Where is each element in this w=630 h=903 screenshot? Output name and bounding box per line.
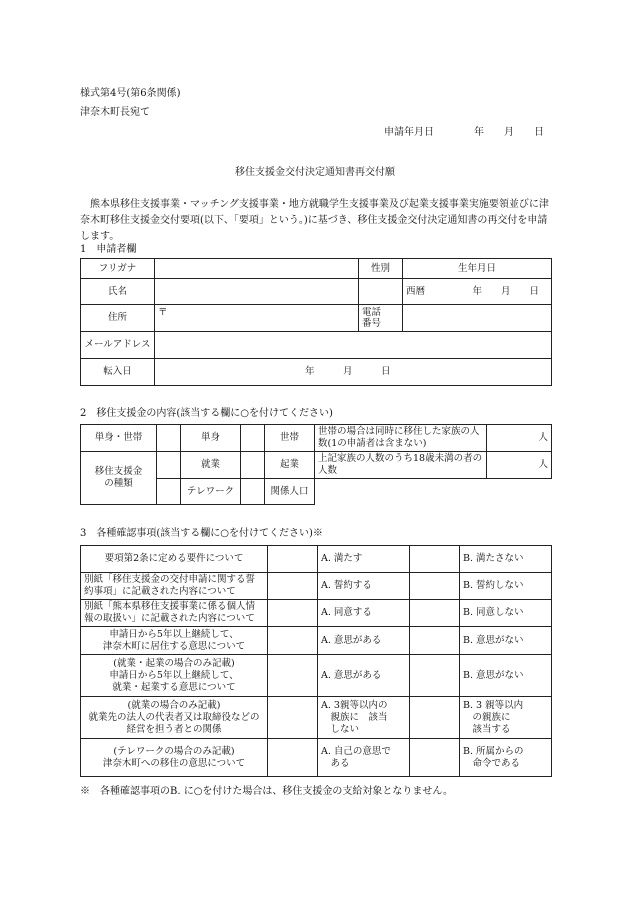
- confirm-a-label: A. 意思がある: [318, 655, 410, 697]
- confirm-b-label: B. 満たさない: [460, 546, 552, 573]
- household-count[interactable]: 人: [487, 425, 552, 452]
- confirm-b-mark[interactable]: [410, 739, 460, 777]
- empty-cell: [315, 479, 552, 505]
- relations-label: 関係人口: [265, 479, 315, 505]
- under18-note: 上記家族の人数のうち18歳未満の者の人数: [315, 452, 487, 479]
- confirmation-table: [80, 545, 552, 777]
- email-label: メールアドレス: [81, 332, 155, 359]
- type-label: 移住支援金 の種類: [81, 452, 157, 505]
- gender-field[interactable]: [359, 279, 403, 305]
- confirm-b-mark[interactable]: [410, 546, 460, 573]
- confirm-a-label: A. 意思がある: [318, 627, 410, 655]
- birth-field[interactable]: 西暦 年 月 日: [403, 279, 552, 305]
- confirm-a-label: A. 自己の意思で ある: [318, 739, 410, 777]
- confirm-row-label: (就業の場合のみ記載) 就業先の法人の代表者又は取締役などの 経営を担う者との関係: [81, 697, 268, 739]
- confirm-row-label: 別紙「熊本県移住支援事業に係る個人情報の取扱い」に記載された内容について: [81, 600, 268, 627]
- confirm-row-label: 申請日から5年以上継続して、 津奈木町に居住する意思について: [81, 627, 268, 655]
- addressee: 津奈木町長宛て: [80, 107, 150, 118]
- address-field[interactable]: [155, 305, 359, 332]
- employment-label: 就業: [181, 452, 241, 479]
- startup-label: 起業: [265, 452, 315, 479]
- confirm-row-label: (テレワークの場合のみ記載) 津奈木町への移住の意思について: [81, 739, 268, 777]
- confirm-b-mark[interactable]: [410, 655, 460, 697]
- confirm-b-label: B. 意思がない: [460, 655, 552, 697]
- gender-label: 性別: [359, 259, 403, 279]
- household-mark[interactable]: [241, 425, 265, 452]
- confirm-b-label: B. 同意しない: [460, 600, 552, 627]
- birth-label: 生年月日: [403, 259, 552, 279]
- confirm-row-label: (就業・起業の場合のみ記載) 申請日から5年以上継続して、 就業・起業する意思について: [81, 655, 268, 697]
- application-date: 申請年月日 年 月 日: [384, 127, 544, 138]
- footnote: ※ 各種確認事項のB. に○を付けた場合は、移住支援金の支給対象となりません。: [80, 786, 454, 797]
- under18-count[interactable]: 人: [487, 452, 552, 479]
- confirm-row-label: 要項第2条に定める要件について: [81, 546, 268, 573]
- name-label: 氏名: [81, 279, 155, 305]
- confirm-a-mark[interactable]: [268, 573, 318, 600]
- confirm-b-mark[interactable]: [410, 573, 460, 600]
- address-label: 住所: [81, 305, 155, 332]
- confirm-a-label: A. 誓約する: [318, 573, 410, 600]
- single-label: 単身: [181, 425, 241, 452]
- confirm-a-label: A. 満たす: [318, 546, 410, 573]
- startup-mark[interactable]: [241, 452, 265, 479]
- form-number: 様式第4号(第6条関係): [80, 88, 181, 99]
- intro-paragraph: 熊本県移住支援事業・マッチング支援事業・地方就職学生支援事業及び起業支援事業実施要領並びに津奈木町移住支援金交付要項(以下、「要項」という。)に基づき、移住支援金交付決定通知書の再交付を申請します。: [80, 199, 549, 242]
- employment-mark[interactable]: [157, 452, 181, 479]
- confirm-b-label: B. 3 親等以内 の親族に 該当する: [460, 697, 552, 739]
- confirm-b-mark[interactable]: [410, 697, 460, 739]
- confirm-a-mark[interactable]: [268, 739, 318, 777]
- confirm-a-mark[interactable]: [268, 627, 318, 655]
- confirm-a-mark[interactable]: [268, 600, 318, 627]
- telework-mark[interactable]: [157, 479, 181, 505]
- confirm-a-mark[interactable]: [268, 546, 318, 573]
- single-mark[interactable]: [157, 425, 181, 452]
- household-label: 世帯: [265, 425, 315, 452]
- section1-heading: 1 申請者欄: [80, 244, 137, 255]
- move-date-label: 転入日: [81, 359, 155, 386]
- support-content-table: [80, 424, 552, 505]
- confirm-b-mark[interactable]: [410, 600, 460, 627]
- section3-heading: 3 各種確認事項(該当する欄に○を付けてください)※: [80, 528, 323, 539]
- furigana-label: フリガナ: [81, 259, 155, 279]
- household-note: 世帯の場合は同時に移住した家族の人数(1の申請者は含まない): [315, 425, 487, 452]
- confirm-row-label: 別紙「移住支援金の交付申請に関する誓約事項」に記載された内容について: [81, 573, 268, 600]
- furigana-field[interactable]: [155, 259, 359, 279]
- confirm-b-label: B. 意思がない: [460, 627, 552, 655]
- confirm-b-mark[interactable]: [410, 627, 460, 655]
- single-household-label: 単身・世帯: [81, 425, 157, 452]
- relations-mark[interactable]: [241, 479, 265, 505]
- confirm-b-label: B. 誓約しない: [460, 573, 552, 600]
- telework-label: テレワーク: [181, 479, 241, 505]
- move-date-field[interactable]: 年 月 日: [155, 359, 552, 386]
- confirm-a-mark[interactable]: [268, 655, 318, 697]
- document-title: 移住支援金交付決定通知書再交付願: [235, 167, 395, 178]
- applicant-table: [80, 258, 552, 386]
- confirm-a-mark[interactable]: [268, 697, 318, 739]
- phone-label: 電話 番号: [359, 305, 403, 332]
- email-field[interactable]: [155, 332, 552, 359]
- phone-field[interactable]: [403, 305, 552, 332]
- name-field[interactable]: [155, 279, 359, 305]
- confirm-a-label: A. 同意する: [318, 600, 410, 627]
- section2-heading: 2 移住支援金の内容(該当する欄に○を付けてください): [80, 408, 333, 419]
- postal-mark: 〒: [158, 307, 168, 318]
- confirm-a-label: A. 3親等以内の 親族に 該当 しない: [318, 697, 410, 739]
- confirm-b-label: B. 所属からの 命令である: [460, 739, 552, 777]
